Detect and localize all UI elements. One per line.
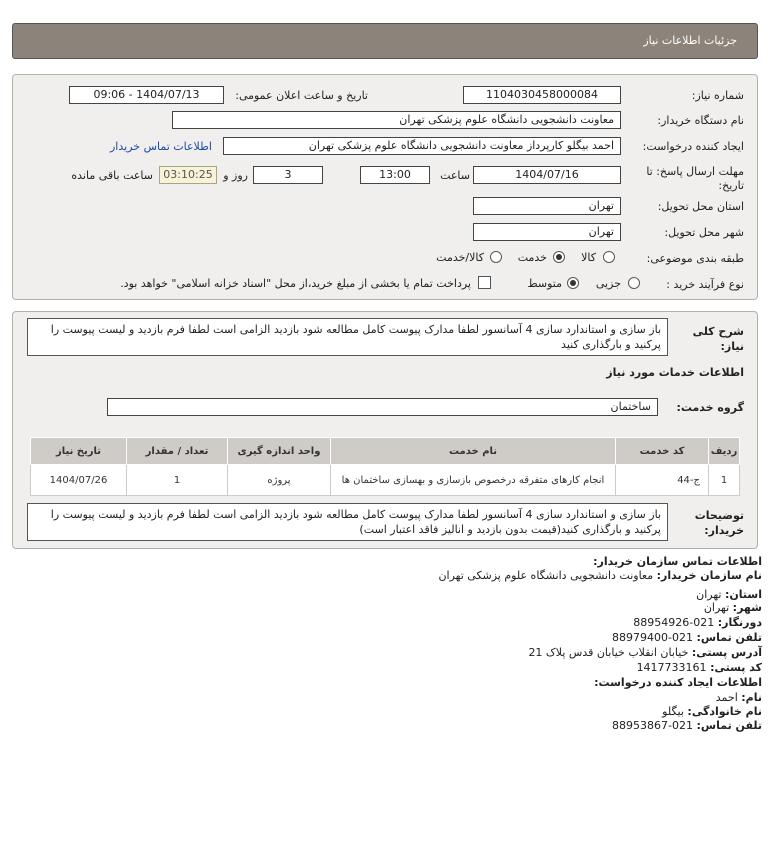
contact-address-label: آدرس پستی: xyxy=(691,646,762,659)
buyer-org-label: نام دستگاه خریدار: xyxy=(657,114,744,127)
creator-field: احمد بیگلو کارپرداز معاونت دانشجویی دانشگاه علوم پزشکی تهران xyxy=(223,137,621,155)
need-number-label: شماره نیاز: xyxy=(691,89,744,102)
creator-family: بیگلو xyxy=(662,705,684,718)
creator-name: احمد xyxy=(715,691,738,704)
category-radio-both[interactable] xyxy=(490,251,502,263)
notes-text: باز سازی و استاندارد سازی 4 آسانسور لطفا مدارک پیوست کامل مطالعه شود بازدید الزامی است لطفا فرم بازدید و لیست پیوست را پرکنید و بارگذاری کنید(قیمت بدون بازدید و انالیز فاقد اعتبار است) xyxy=(27,503,668,541)
col-code: کد خدمت xyxy=(616,438,709,465)
service-group-field: ساختمان xyxy=(107,398,658,416)
contact-province-row xyxy=(696,588,762,601)
services-table xyxy=(30,437,740,496)
category-option-both: کالا/خدمت xyxy=(436,251,484,264)
deadline-time-field: 13:00 xyxy=(360,166,430,184)
contact-title-text: اطلاعات تماس سازمان خریدار: xyxy=(593,555,762,568)
contact-fax: 021-88954926 xyxy=(633,616,715,629)
process-option-minor: جزیی xyxy=(595,277,621,290)
category-label: طبقه بندی موضوعی: xyxy=(646,252,744,265)
creator-info-title-text: اطلاعات ایجاد کننده درخواست: xyxy=(594,676,762,689)
province-label: استان محل تحویل: xyxy=(657,200,744,213)
creator-family-row xyxy=(662,705,762,718)
col-unit: واحد اندازه گیری xyxy=(228,438,331,465)
contact-province: تهران xyxy=(696,588,722,601)
contact-province-label: استان: xyxy=(725,588,762,601)
process-radio-medium[interactable] xyxy=(567,277,579,289)
process-option-medium: متوسط xyxy=(527,277,562,290)
creator-label: ایجاد کننده درخواست: xyxy=(642,140,744,153)
treasury-note: پرداخت تمام یا بخشی از مبلغ خرید،از محل "اسناد خزانه اسلامی" خواهد بود. xyxy=(120,277,471,290)
summary-text: باز سازی و استاندارد سازی 4 آسانسور لطفا مدارک پیوست کامل مطالعه شود بازدید الزامی است لطفا فرم بازدید و لیست پیوست را پرکنید و بارگذاری کنید xyxy=(27,318,668,356)
creator-family-label: نام خانوادگی: xyxy=(687,705,762,718)
buyer-org-field: معاونت دانشجویی دانشگاه علوم پزشکی تهران xyxy=(172,111,621,129)
contact-postal-label: کد پستی: xyxy=(710,661,762,674)
cell-name: انجام کارهای متفرقه درخصوص بازسازی و بهسازی ساختمان ها xyxy=(331,465,616,496)
services-title: اطلاعات خدمات مورد نیاز xyxy=(606,366,744,379)
cell-qty: 1 xyxy=(127,465,228,496)
city-label: شهر محل تحویل: xyxy=(664,226,744,239)
contact-address-row xyxy=(528,646,762,659)
contact-city-label: شهر: xyxy=(732,601,762,614)
col-date: تاریخ نیاز xyxy=(31,438,127,465)
contact-org: معاونت دانشجویی دانشگاه علوم پزشکی تهران xyxy=(438,569,654,582)
summary-label: شرح کلی نیاز: xyxy=(692,325,744,353)
col-row: ردیف xyxy=(709,438,740,465)
contact-postal-row xyxy=(637,661,762,674)
province-field: تهران xyxy=(473,197,621,215)
service-group-label: گروه خدمت: xyxy=(676,401,744,414)
cell-row: 1 xyxy=(709,465,740,496)
creator-name-label: نام: xyxy=(741,691,762,704)
treasury-checkbox[interactable] xyxy=(478,276,491,289)
city-field: تهران xyxy=(473,223,621,241)
buyer-contact-link[interactable]: اطلاعات تماس خریدار xyxy=(110,140,212,153)
days-field: 3 xyxy=(253,166,323,184)
announce-label: تاریخ و ساعت اعلان عمومی: xyxy=(235,89,368,102)
contact-city-row xyxy=(704,601,762,614)
need-number-field: 1104030458000084 xyxy=(463,86,621,104)
col-qty: تعداد / مقدار xyxy=(127,438,228,465)
creator-info-title xyxy=(594,676,762,689)
remaining-timer: 03:10:25 xyxy=(159,166,217,184)
contact-address: خیابان انقلاب خیابان قدس پلاک 21 xyxy=(528,646,689,659)
contact-postal: 1417733161 xyxy=(636,661,707,674)
notes-label: توضیحات خریدار: xyxy=(694,509,744,537)
page-header xyxy=(12,23,758,59)
category-radio-service[interactable] xyxy=(553,251,565,263)
deadline-label: مهلت ارسال پاسخ: تا تاریخ: xyxy=(646,165,744,192)
contact-title xyxy=(593,555,762,568)
contact-phone-label: تلفن تماس: xyxy=(696,631,762,644)
contact-fax-row xyxy=(633,616,762,629)
contact-fax-label: دورنگار: xyxy=(717,616,762,629)
announce-field: 1404/07/13 - 09:06 xyxy=(69,86,224,104)
creator-name-row xyxy=(716,691,762,704)
process-radio-minor[interactable] xyxy=(628,277,640,289)
category-option-service: خدمت xyxy=(517,251,547,264)
contact-phone-row xyxy=(612,631,762,644)
category-option-goods: کالا xyxy=(581,251,596,264)
process-label: نوع فرآیند خرید : xyxy=(666,278,744,291)
cell-unit: پروژه xyxy=(228,465,331,496)
deadline-date-field: 1404/07/16 xyxy=(473,166,621,184)
contact-phone: 021-88979400 xyxy=(612,631,694,644)
time-label: ساعت xyxy=(440,169,470,182)
table-row xyxy=(31,465,740,496)
remaining-label: ساعت باقی مانده xyxy=(71,169,153,182)
creator-phone-label: تلفن تماس: xyxy=(696,719,762,732)
contact-city: تهران xyxy=(703,601,730,614)
page-title: جزئیات اطلاعات نیاز xyxy=(643,34,737,47)
cell-date: 1404/07/26 xyxy=(31,465,127,496)
contact-org-row xyxy=(438,569,762,582)
creator-phone: 021-88953867 xyxy=(612,719,694,732)
cell-code: ج-44 xyxy=(616,465,709,496)
creator-phone-row xyxy=(612,719,762,732)
category-radio-goods[interactable] xyxy=(603,251,615,263)
col-name: نام خدمت xyxy=(331,438,616,465)
contact-org-label: نام سازمان خریدار: xyxy=(656,569,762,582)
days-label: روز و xyxy=(223,169,248,182)
